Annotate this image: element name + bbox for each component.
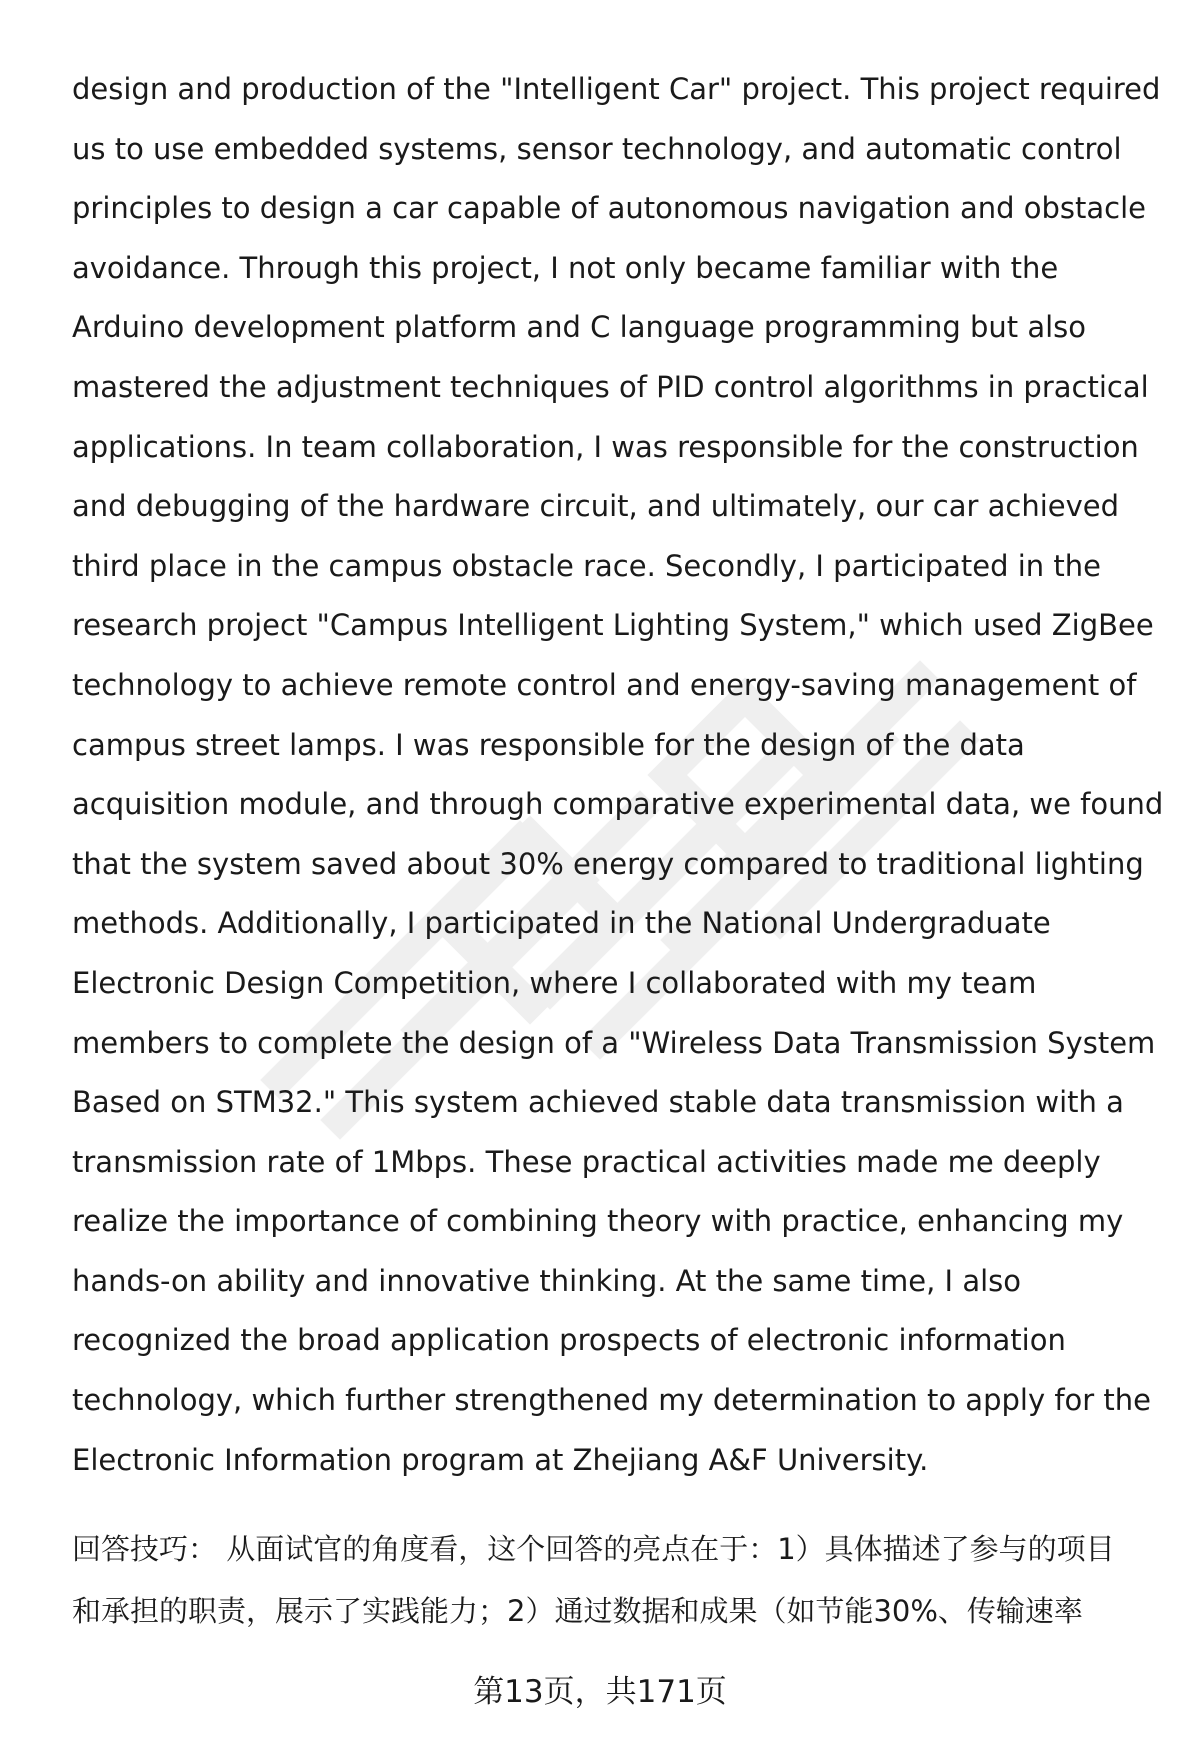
page-number: 第13页，共171页 [473, 1674, 727, 1710]
body-line: methods. Additionally, I participated in the National Undergraduate [72, 906, 1051, 941]
main-body-text [72, 60, 1164, 1490]
tip-line: 和承担的职责，展示了实践能力；2）通过数据和成果（如节能30%、传输速率 [72, 1594, 1083, 1628]
body-line: Based on STM32." This system achieved stable data transmission with a [72, 1085, 1124, 1120]
body-line: technology, which further strengthened my determination to apply for the [72, 1383, 1152, 1418]
body-line: design and production of the "Intelligent Car" project. This project required [72, 72, 1161, 106]
body-line: Electronic Information program at Zhejiang A&F University. [72, 1442, 929, 1477]
body-line: campus street lamps. I was responsible for the design of the data [72, 727, 1025, 762]
body-line: realize the importance of combining theory with practice, enhancing my [72, 1204, 1124, 1239]
body-line: applications. In team collaboration, I was responsible for the construction [72, 429, 1139, 464]
body-line: Arduino development platform and C language programming but also [72, 310, 1087, 345]
body-line: hands-on ability and innovative thinking. At the same time, I also [72, 1263, 1021, 1298]
body-line: acquisition module, and through comparative experimental data, we found [72, 787, 1164, 822]
body-line: principles to design a car capable of autonomous navigation and obstacle [72, 191, 1147, 226]
body-line: members to complete the design of a "Wireless Data Transmission System [72, 1025, 1156, 1060]
body-line: third place in the campus obstacle race. Secondly, I participated in the [72, 548, 1101, 583]
body-line: us to use embedded systems, sensor technology, and automatic control [72, 131, 1122, 166]
answer-tips [72, 1518, 1147, 1642]
body-line: and debugging of the hardware circuit, and ultimately, our car achieved [72, 489, 1120, 524]
body-line: technology to achieve remote control and energy-saving management of [72, 667, 1137, 702]
body-line: transmission rate of 1Mbps. These practical activities made me deeply [72, 1144, 1101, 1179]
body-line: recognized the broad application prospects of electronic information [72, 1323, 1066, 1358]
tip-line: 回答技巧： 从面试官的角度看，这个回答的亮点在于：1）具体描述了参与的项目 [72, 1532, 1115, 1566]
body-line: mastered the adjustment techniques of PID control algorithms in practical [72, 369, 1149, 404]
body-line: research project "Campus Intelligent Lighting System," which used ZigBee [72, 608, 1154, 643]
body-line: avoidance. Through this project, I not only became familiar with the [72, 250, 1059, 285]
body-line: that the system saved about 30% energy compared to traditional lighting [72, 846, 1144, 881]
body-line: Electronic Design Competition, where I collaborated with my team [72, 965, 1037, 1000]
